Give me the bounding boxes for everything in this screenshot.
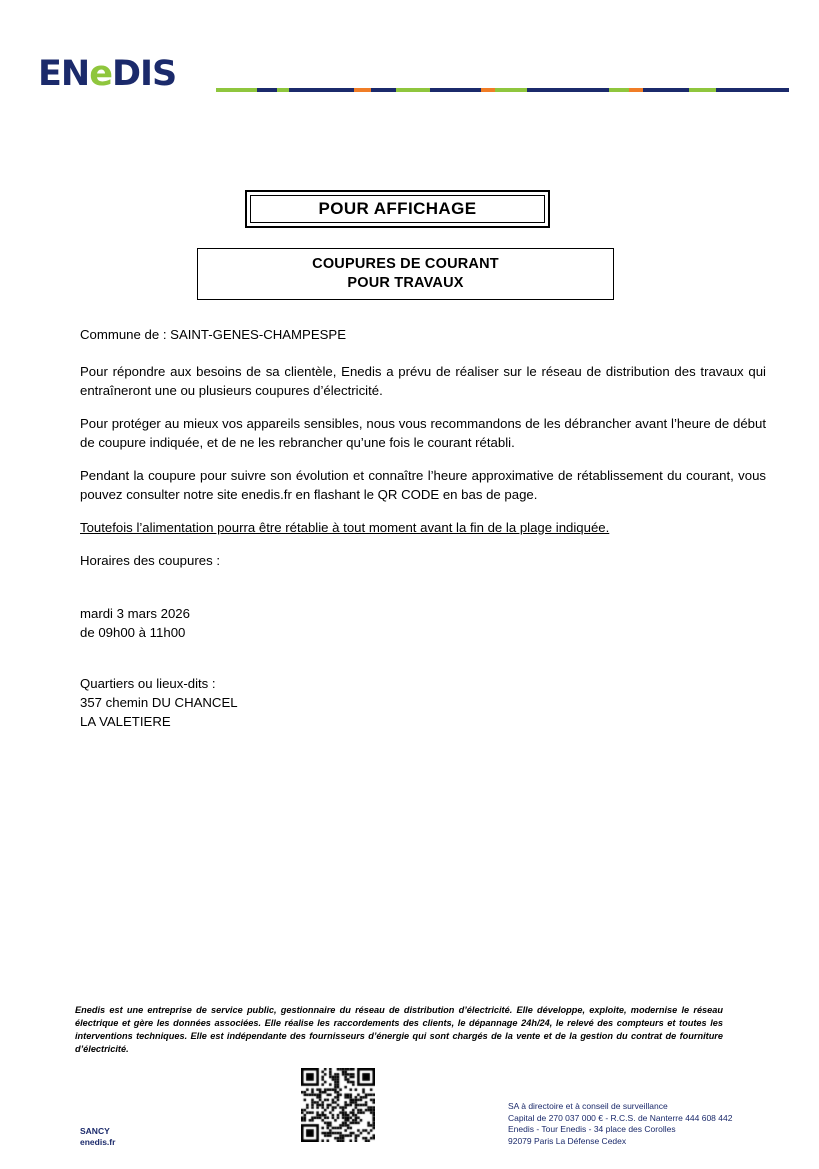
place-item-1: 357 chemin DU CHANCEL — [80, 695, 238, 710]
poster-subtitle-box — [197, 248, 614, 300]
schedule-time: de 09h00 à 11h00 — [80, 625, 186, 640]
poster-title-box — [245, 190, 550, 228]
rule-segment — [277, 88, 289, 92]
logo-part-2: e — [89, 54, 112, 94]
rule-segment — [354, 88, 371, 92]
subtitle-line-2: POUR TRAVAUX — [347, 275, 464, 291]
paragraph-3: Pendant la coupure pour suivre son évolution et connaître l’heure approximative de rétablissement du courant, vous pouvez consulter notre site enedis.fr en flashant le QR CODE en bas de page. — [80, 468, 766, 502]
subtitle-line-1: COUPURES DE COURANT — [312, 256, 499, 272]
footer-website[interactable]: enedis.fr — [80, 1137, 116, 1147]
rule-segment — [609, 88, 628, 92]
poster-body — [80, 325, 766, 731]
logo-part-3: DIS — [111, 54, 177, 94]
rule-segment — [716, 88, 789, 92]
enedis-logo — [38, 55, 176, 93]
schedule-label: Horaires des coupures : — [80, 553, 221, 568]
qr-code[interactable] — [301, 1068, 375, 1142]
page-title: POUR AFFICHAGE — [250, 195, 545, 223]
rule-segment — [643, 88, 689, 92]
company-address-2: 92079 Paris La Défense Cedex — [508, 1135, 627, 1146]
footer-region: SANCY — [80, 1126, 110, 1136]
rule-segment — [289, 88, 355, 92]
rule-segment — [396, 88, 430, 92]
rule-segment — [371, 88, 395, 92]
commune-line: Commune de : SAINT-GENES-CHAMPESPE — [80, 327, 347, 342]
paragraph-4-underlined: Toutefois l’alimentation pourra être rétablie à tout moment avant la fin de la plage indiquée. — [80, 520, 610, 535]
schedule-date: mardi 3 mars 2026 — [80, 606, 190, 621]
footer-left — [80, 1126, 115, 1148]
rule-segment — [689, 88, 716, 92]
rule-segment — [495, 88, 527, 92]
rule-segment — [481, 88, 496, 92]
rule-segment — [257, 88, 276, 92]
rule-segment — [430, 88, 481, 92]
places-block — [80, 674, 766, 731]
logo-part-1: EN — [38, 54, 90, 94]
rule-segment — [629, 88, 644, 92]
schedule-block — [80, 604, 766, 642]
rule-segment — [216, 88, 257, 92]
logo-color-rule — [216, 88, 789, 92]
legal-disclaimer: Enedis est une entreprise de service public, gestionnaire du réseau de distribution d’électricité. Elle développe, exploite, modernise le réseau électrique et gère les données associées. Elle réalise les raccordements des clients, le dépannage 24h/24, le relevé des compteurs et toutes les interventions techniques. Elle est indépendante des fournisseurs d’énergie qui sont chargés de la vente et de la gestion du contrat de fourniture d’électricité. — [75, 1005, 723, 1054]
paragraph-2: Pour protéger au mieux vos appareils sensibles, nous vous recommandons de les débrancher avant l’heure de début de coupure indiquée, et de ne les rebrancher qu’une fois le courant rétabli. — [80, 416, 766, 450]
rule-segment — [549, 88, 610, 92]
place-item-2: LA VALETIERE — [80, 714, 171, 729]
rule-segment — [527, 88, 549, 92]
company-capital: Capital de 270 037 000 € - R.C.S. de Nanterre 444 608 442 — [508, 1112, 733, 1123]
page-header — [38, 55, 789, 105]
paragraph-1: Pour répondre aux besoins de sa clientèle, Enedis a prévu de réaliser sur le réseau de distribution des travaux qui entraîneront une ou plusieurs coupures d’électricité. — [80, 364, 766, 398]
places-label: Quartiers ou lieux-dits : — [80, 676, 216, 691]
company-address-1: Enedis - Tour Enedis - 34 place des Corolles — [508, 1124, 676, 1134]
footer-company-info — [508, 1101, 732, 1147]
company-legal-form: SA à directoire et à conseil de surveillance — [508, 1101, 668, 1111]
